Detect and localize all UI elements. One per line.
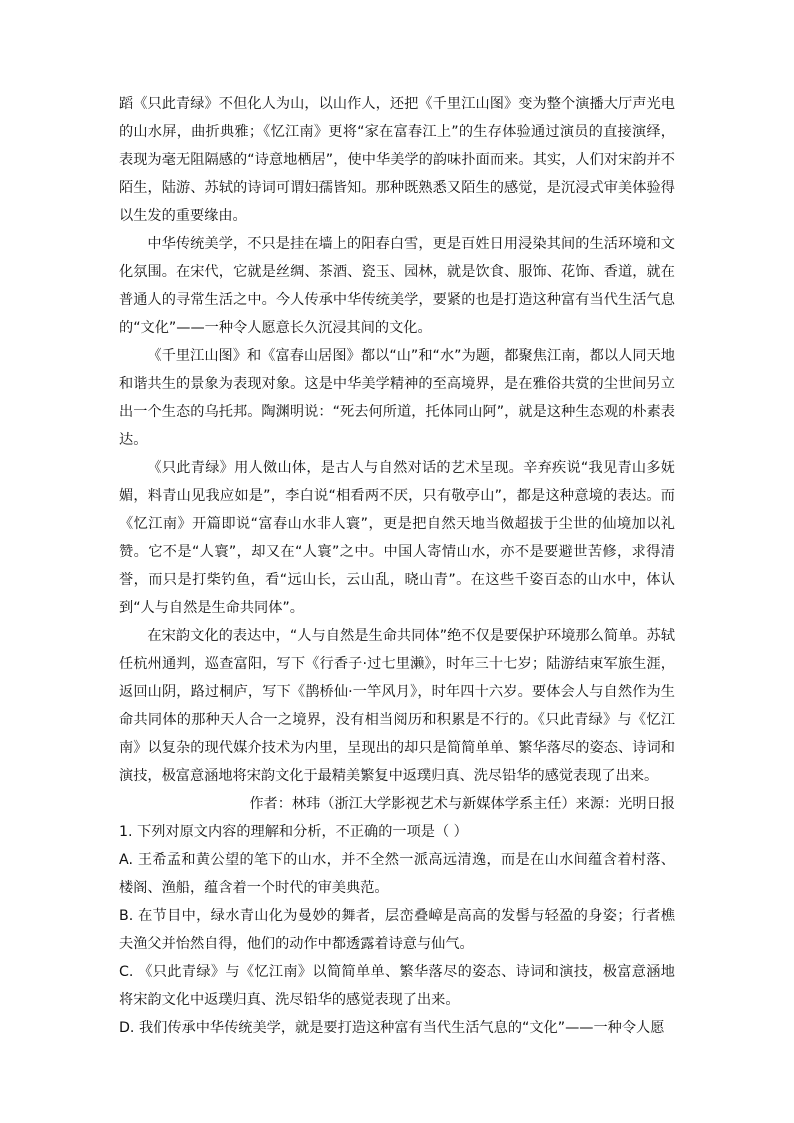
article-paragraph-2: 中华传统美学，不只是挂在墙上的阳春白雪，更是百姓日用浸染其间的生活环境和文化氛围。在宋代，它就是丝绸、茶酒、瓷玉、园林，就是饮食、服饰、花饰、香道，就在普通人的寻常生活之中。今人传承中华传统美学，要紧的也是打造这种富有当代生活气息的“文化”——一种令人愿意长久沉浸其间的文化。 (119, 236, 675, 336)
article-paragraph-1: 蹈《只此青绿》不但化人为山，以山作人，还把《千里江山图》变为整个演播大厅声光电的山水屏，曲折典雅；《忆江南》更将“家在富春江上”的生存体验通过演员的直接演绎，表现为毫无阻隔感的“诗意地栖居”，使中华美学的韵味扑面而来。其实，人们对宋韵并不陌生，陆游、苏轼的诗词可谓妇孺皆知。那种既熟悉又陌生的感觉，是沉浸式审美体验得以生发的重要缘由。 (119, 96, 675, 224)
question-option-a: A. 王希孟和黄公望的笔下的山水，并不全然一派高远清逸，而是在山水间蕴含着村落、楼阁、渔船，蕴含着一个时代的审美典范。 (119, 852, 675, 896)
question-option-c: C. 《只此青绿》与《忆江南》以简简单单、繁华落尽的姿态、诗词和演技，极富意涵地将宋韵文化中返璞归真、洗尽铅华的感觉表现了出来。 (119, 964, 675, 1008)
article-byline: 作者：林玮（浙江大学影视艺术与新媒体学系主任）来源：光明日报 (249, 796, 675, 812)
document-body (119, 90, 675, 1042)
question-option-d: D. 我们传承中华传统美学，就是要打造这种富有当代生活气息的“文化”——一种令人愿 (119, 1020, 665, 1036)
question-option-b: B. 在节目中，绿水青山化为曼妙的舞者，层峦叠嶂是高高的发髻与轻盈的身姿；行者樵夫渔父并怡然自得，他们的动作中都透露着诗意与仙气。 (119, 908, 675, 952)
question-stem: 1. 下列对原文内容的理解和分析，不正确的一项是（ ） (119, 824, 468, 840)
article-paragraph-4: 《只此青绿》用人傚山体，是古人与自然对话的艺术呈现。辛弃疾说“我见青山多妩媚，料青山见我应如是”，李白说“相看两不厌，只有敬亭山”，都是这种意境的表达。而《忆江南》开篇即说“富春山水非人寰”，更是把自然天地当傚超拔于尘世的仙境加以礼赞。它不是“人寰”，却又在“人寰”之中。中国人寄情山水，亦不是要避世苦修，求得清誉，而只是打柴钓鱼，看“远山长，云山乱，晓山青”。在这些千姿百态的山水中，体认到“人与自然是生命共同体”。 (119, 460, 675, 616)
article-paragraph-5: 在宋韵文化的表达中，“人与自然是生命共同体”绝不仅是要保护环境那么简单。苏轼任杭州通判，巡查富阳，写下《行香子·过七里濑》，时年三十七岁；陆游结束军旅生涯，返回山阴，路过桐庐，写下《鹊桥仙·一竿风月》，时年四十六岁。要体会人与自然作为生命共同体的那种天人合一之境界，没有相当阅历和积累是不行的。《只此青绿》与《忆江南》以复杂的现代媒介技术为内里，呈现出的却只是简简单单、繁华落尽的姿态、诗词和演技，极富意涵地将宋韵文化于最精美繁复中返璞归真、洗尽铅华的感觉表现了出来。 (119, 628, 675, 784)
article-paragraph-3: 《千里江山图》和《富春山居图》都以“山”和“水”为题，都聚焦江南，都以人同天地和谐共生的景象为表现对象。这是中华美学精神的至高境界，是在雅俗共赏的尘世间另立出一个生态的乌托邦。陶渊明说：“死去何所道，托体同山阿”，就是这种生态观的朴素表达。 (119, 348, 675, 448)
